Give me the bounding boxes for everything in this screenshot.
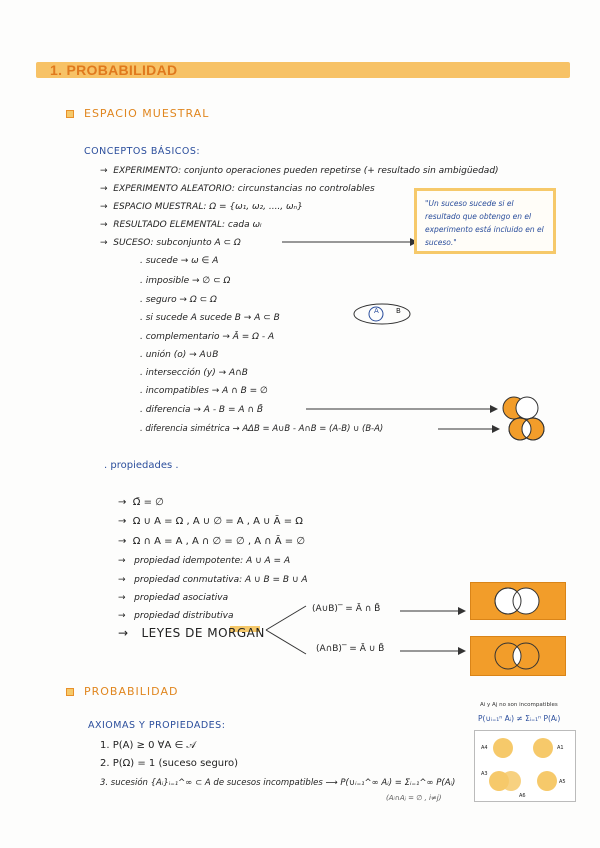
morgan-branch-icon: [262, 602, 310, 658]
morgan-law-1: (A∪B)‾ = Ā ∩ B̄: [312, 604, 381, 614]
axiom-item: 1. P(A) ≥ 0 ∀A ∈ 𝒜: [100, 740, 196, 751]
page-title: 1. PROBABILIDAD: [50, 62, 178, 78]
circle-label: A1: [557, 745, 564, 751]
prop-item: → propiedad asociativa: [118, 593, 229, 603]
axiom-item: 2. P(Ω) = 1 (suceso seguro): [100, 758, 239, 769]
long-arrow-icon: [280, 236, 420, 248]
suceso-item: . si sucede A sucede B → A ⊂ B: [140, 313, 280, 323]
circle-label: A5: [559, 779, 566, 785]
section-bullet-icon: [66, 688, 74, 696]
prop-item: → propiedad distributiva: [118, 611, 234, 621]
axiom-condition: (Aᵢ∩Aⱼ = ∅ , i≠j): [386, 794, 442, 802]
incompatible-diagram: [474, 730, 576, 802]
suceso-item: . imposible → ∅ ⊂ Ω: [140, 276, 231, 286]
aside-note: Ai y Aj no son incompatibles: [480, 702, 558, 708]
prop-item-morgan: → LEYES DE MORGAN: [118, 626, 265, 640]
section-bullet-icon: [66, 110, 74, 118]
venn-morgan2-icon: [470, 636, 566, 676]
venn-simetrica-icon: [504, 414, 550, 444]
prop-item: → Ω ∪ A = Ω , A ∪ ∅ = A , A ∪ Ā = Ω: [118, 516, 303, 527]
prop-item: → Ω̄ = ∅: [118, 497, 164, 508]
aside-formula: P(∪ᵢ₌₁ⁿ Aᵢ) ≠ Σᵢ₌₁ⁿ P(Aᵢ): [478, 714, 561, 723]
circle-label: A4: [481, 745, 488, 751]
suceso-item: . sucede → ω ∈ A: [140, 256, 219, 266]
suceso-item: . unión (o) → A∪B: [140, 350, 219, 360]
arrow-diferencia-icon: [304, 402, 504, 416]
prop-item: → propiedad conmutativa: A ∪ B = B ∪ A: [118, 575, 308, 585]
axiom-item: 3. sucesión {Aᵢ}ᵢ₌₁^∞ ⊂ A de sucesos incompatibles ⟶ P(∪ᵢ₌₁^∞ Aᵢ) = Σᵢ₌₁^∞ P(Aᵢ): [100, 778, 456, 788]
subset-label-a: A: [374, 307, 379, 315]
prop-item: → propiedad idempotente: A ∪ A = A: [118, 556, 291, 566]
concept-item: → SUCESO: subconjunto A ⊂ Ω: [100, 238, 241, 248]
suceso-item: . seguro → Ω ⊂ Ω: [140, 295, 217, 305]
arrow-simetrica-icon: [436, 422, 506, 436]
note-box: [414, 188, 556, 254]
concept-item: → EXPERIMENTO ALEATORIO: circunstancias no controlables: [100, 184, 375, 194]
section-heading-probabilidad: PROBABILIDAD: [84, 685, 179, 698]
concept-item: → ESPACIO MUESTRAL: Ω = {ω₁, ω₂, ...., ωₙ}: [100, 202, 303, 212]
circle-label: A6: [519, 793, 526, 799]
venn-morgan1-icon: [470, 582, 566, 620]
concept-item: → RESULTADO ELEMENTAL: cada ωᵢ: [100, 220, 262, 230]
morgan-law-2: (A∩B)‾ = Ā ∪ B̄: [316, 644, 385, 654]
subset-diagram: [352, 302, 412, 326]
propiedades-heading: . propiedades .: [104, 460, 179, 471]
subset-label-b: B: [396, 307, 401, 315]
arrow-morgan2-icon: [398, 644, 470, 658]
note-text: "Un suceso sucede si el resultado que obtengo en el experimento está incluido en el suceso.": [425, 199, 544, 247]
subheading-axiomas: AXIOMAS Y PROPIEDADES:: [88, 720, 226, 731]
circle-label: A3: [481, 771, 488, 777]
suceso-item: . incompatibles → A ∩ B = ∅: [140, 386, 268, 396]
suceso-item: . diferencia simétrica → AΔB = A∪B - A∩B = (A-B) ∪ (B-A): [140, 424, 384, 434]
concept-item: → EXPERIMENTO: conjunto operaciones pueden repetirse (+ resultado sin ambigüedad): [100, 166, 499, 176]
section-heading-espacio: ESPACIO MUESTRAL: [84, 107, 210, 120]
suceso-item: . diferencia → A - B = A ∩ B̄: [140, 405, 264, 415]
incompatible-circles-icon: [475, 731, 575, 801]
arrow-morgan1-icon: [398, 604, 470, 618]
prop-item: → Ω ∩ A = A , A ∩ ∅ = ∅ , A ∩ Ā = ∅: [118, 536, 306, 547]
suceso-item: . intersección (y) → A∩B: [140, 368, 248, 378]
subheading-conceptos: CONCEPTOS BÁSICOS:: [84, 146, 201, 157]
suceso-item: . complementario → Ā = Ω - A: [140, 332, 275, 342]
